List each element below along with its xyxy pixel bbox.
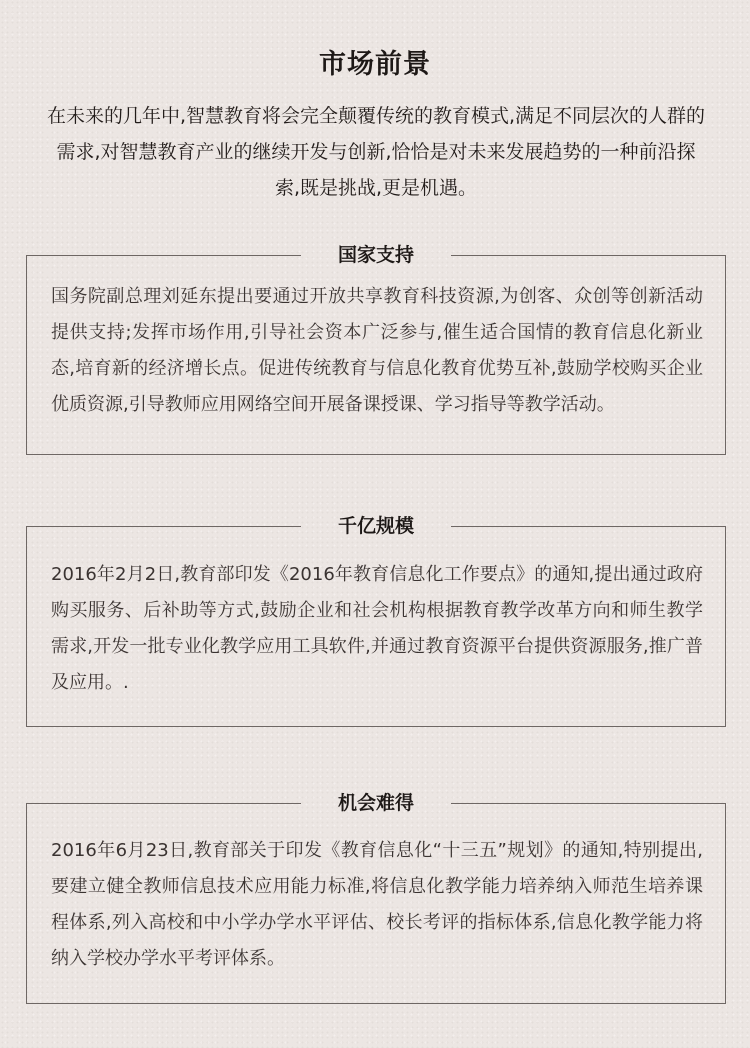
section-rare-opportunity: [26, 792, 726, 1004]
section-body: 国务院副总理刘延东提出要通过开放共享教育科技资源,为创客、众创等创新活动提供支持;发挥市场作用,引导社会资本广泛参与,催生适合国情的教育信息化新业态,培育新的经济增长点。促进传统教育与信息化教育优势互补,鼓励学校购买企业优质资源,引导教师应用网络空间开展备课授课、学习指导等教学活动。: [51, 286, 703, 415]
intro-paragraph: 在未来的几年中,智慧教育将会完全颠覆传统的教育模式,满足不同层次的人群的需求,对智慧教育产业的继续开发与创新,恰恰是对未来发展趋势的一种前沿探索,既是挑战,更是机遇。: [46, 105, 706, 199]
section-hundred-billion-scale: [26, 515, 726, 727]
section-national-support: [26, 244, 726, 455]
section-title: 国家支持: [337, 244, 414, 266]
section-title: 机会难得: [337, 792, 414, 814]
section-title: 千亿规模: [337, 515, 414, 537]
section-body: 2016年2月2日,教育部印发《2016年教育信息化工作要点》的通知,提出通过政府购买服务、后补助等方式,鼓励企业和社会机构根据教育教学改革方向和师生教学需求,开发一批专业化教学应用工具软件,并通过教育资源平台提供资源服务,推广普及应用。.: [51, 564, 703, 693]
page-title: 市场前景: [319, 49, 431, 80]
section-body: 2016年6月23日,教育部关于印发《教育信息化“十三五”规划》的通知,特别提出, 要建立健全教师信息技术应用能力标准,将信息化教学能力培养纳入师范生培养课程体系,列入高校和中小学办学水平评估、校长考评的指标体系,信息化教学能力将纳入学校办学水平考评体系。: [51, 840, 703, 969]
